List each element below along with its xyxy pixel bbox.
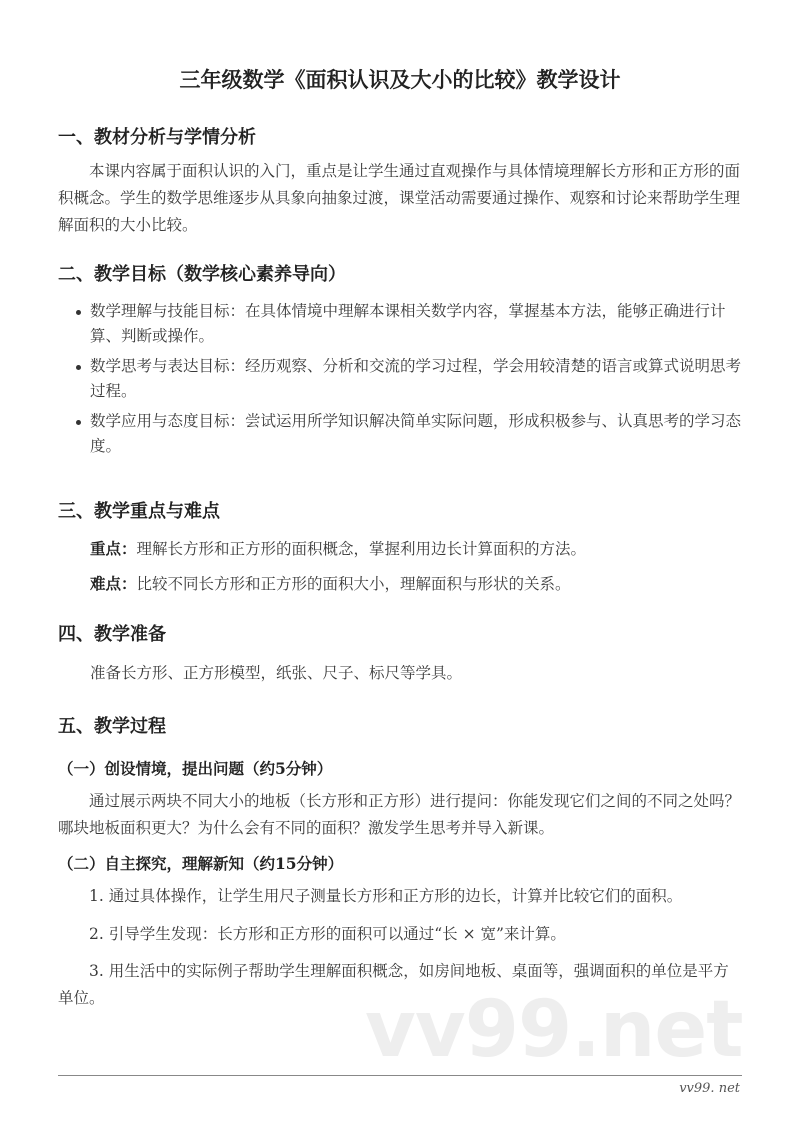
difficulty-label: 难点： <box>90 574 137 593</box>
objective-item <box>58 409 742 459</box>
objectives-list <box>58 299 742 459</box>
section-5-heading: 五、教学过程 <box>58 716 166 737</box>
subsection-1-heading: （一）创设情境，提出问题（约5分钟） <box>58 759 333 778</box>
objective-item <box>58 299 742 349</box>
objective-text: 数学应用与态度目标：尝试运用所学知识解决简单实际问题，形成积极参与、认真思考的学习态度。 <box>90 412 742 455</box>
objective-item <box>58 354 742 404</box>
bullet-icon <box>76 365 81 370</box>
key-point-text: 理解长方形和正方形的面积概念，掌握利用边长计算面积的方法。 <box>136 540 587 558</box>
section-2-heading: 二、教学目标（数学核心素养导向） <box>58 264 346 285</box>
footer-site: vv99. net <box>679 1081 740 1096</box>
bullet-icon <box>76 420 81 425</box>
section-4-paragraph: 准备长方形、正方形模型，纸张、尺子、标尺等学具。 <box>90 664 463 682</box>
key-point <box>58 535 774 563</box>
difficulty-point <box>58 570 774 598</box>
objective-text: 数学思考与表达目标：经历观察、分析和交流的学习过程，学会用较清楚的语言或算式说明思考过程。 <box>90 357 742 400</box>
subsection-2-heading: （二）自主探究，理解新知（约15分钟） <box>58 854 344 873</box>
section-4-heading: 四、教学准备 <box>58 624 166 645</box>
subsection-1-paragraph: 通过展示两块不同大小的地板（长方形和正方形）进行提问：你能发现它们之间的不同之处吗？哪块地板面积更大？为什么会有不同的面积？激发学生思考并导入新课。 <box>58 792 741 837</box>
step-item: 2. 引导学生发现：长方形和正方形的面积可以通过“长 × 宽”来计算。 <box>89 925 566 943</box>
key-point-label: 重点： <box>90 539 137 558</box>
step-item: 3. 用生活中的实际例子帮助学生理解面积概念，如房间地板、桌面等，强调面积的单位是平方单位。 <box>58 962 729 1007</box>
footer-divider <box>58 1075 742 1076</box>
difficulty-text: 比较不同长方形和正方形的面积大小，理解面积与形状的关系。 <box>136 575 571 593</box>
step-item: 1. 通过具体操作，让学生用尺子测量长方形和正方形的边长，计算并比较它们的面积。 <box>89 887 683 905</box>
objective-text: 数学理解与技能目标：在具体情境中理解本课相关数学内容，掌握基本方法，能够正确进行计算、判断或操作。 <box>90 302 726 345</box>
section-1-paragraph: 本课内容属于面积认识的入门，重点是让学生通过直观操作与具体情境理解长方形和正方形的面积概念。学生的数学思维逐步从具象向抽象过渡，课堂活动需要通过操作、观察和讨论来帮助学生理解面积的大小比较。 <box>58 162 741 234</box>
bullet-icon <box>76 310 81 315</box>
page-title: 三年级数学《面积认识及大小的比较》教学设计 <box>179 67 621 92</box>
section-3-heading: 三、教学重点与难点 <box>58 501 220 522</box>
watermark: vv99.net <box>365 985 743 1075</box>
section-1-heading: 一、教材分析与学情分析 <box>58 127 256 148</box>
